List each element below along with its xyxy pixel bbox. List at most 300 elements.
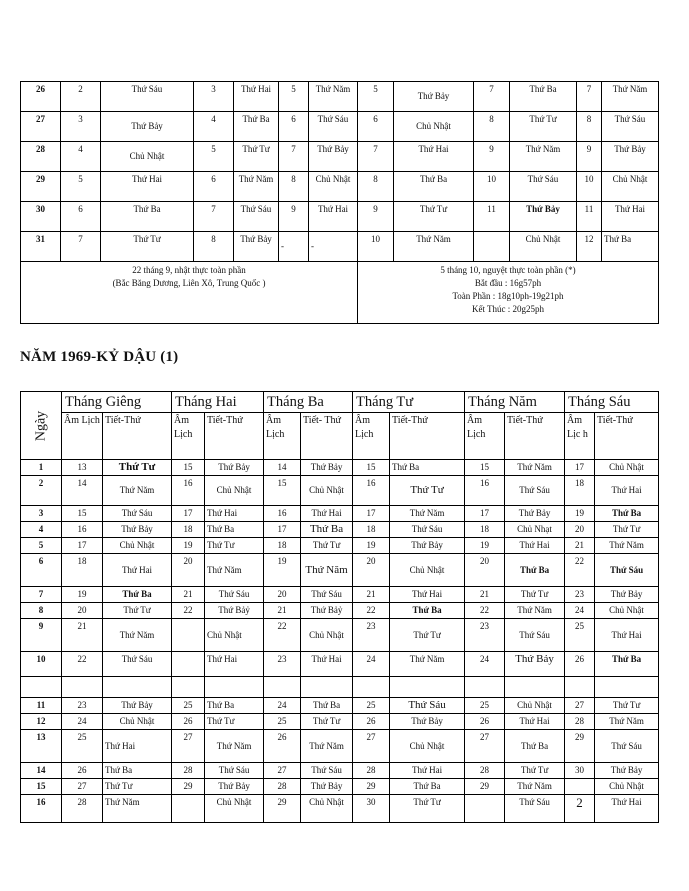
lunar-day: 21 (353, 587, 390, 603)
weekday: Thứ Hai (390, 587, 465, 603)
lunar-day: 17 (172, 506, 205, 522)
weekday: Chủ Nhật (309, 172, 358, 202)
lunar-day: 6 (358, 112, 394, 142)
lunar-day: 4 (61, 142, 101, 172)
weekday: Thứ Năm (103, 795, 172, 823)
weekday: Thứ Năm (390, 506, 465, 522)
empty-cell (390, 677, 465, 698)
lunar-day: 24 (565, 603, 595, 619)
weekday: Thứ Năm (205, 554, 264, 587)
weekday: Thứ Tư (103, 460, 172, 476)
weekday: Chủ Nhật (205, 619, 264, 652)
lunar-header: Âm Lịch (465, 413, 505, 460)
empty-cell (465, 677, 505, 698)
weekday: Thứ Tư (390, 795, 465, 823)
empty-cell (264, 677, 301, 698)
weekday: Thứ Bảy (205, 460, 264, 476)
weekday: Thứ Ba (205, 522, 264, 538)
weekday: Thứ Bảy (394, 82, 474, 112)
lunar-day: 7 (279, 142, 309, 172)
weekday: Thứ Ba (505, 554, 565, 587)
weekday: Thứ Tư (301, 714, 353, 730)
weekday: Chủ Nhạt (505, 522, 565, 538)
weekday: Thứ Năm (595, 538, 659, 554)
month-header: Tháng Năm (465, 392, 565, 413)
table-row (21, 779, 659, 795)
weekday: Thứ Năm (602, 82, 659, 112)
weekday: Thứ Bảy (595, 763, 659, 779)
weekday: Thứ Sáu (103, 506, 172, 522)
lunar-day: 19 (172, 538, 205, 554)
weekday: Thứ Sáu (390, 698, 465, 714)
lunar-day: 29 (353, 779, 390, 795)
weekday: Chủ Nhật (595, 779, 659, 795)
empty-cell (172, 677, 205, 698)
day-number: 8 (21, 603, 62, 619)
lunar-header: Âm Lịch (264, 413, 301, 460)
weekday: Thứ Hai (394, 142, 474, 172)
weekday: Chủ Nhật (510, 232, 577, 262)
weekday: Thứ Sáu (595, 730, 659, 763)
weekday: Thứ Sáu (101, 82, 194, 112)
day-number: 14 (21, 763, 62, 779)
lunar-day: 7 (577, 82, 602, 112)
lunar-day: 21 (565, 538, 595, 554)
lunar-day: 20 (465, 554, 505, 587)
weekday-header: Tiết-Thứ (103, 413, 172, 460)
weekday: Thứ Hai (390, 763, 465, 779)
weekday: Thứ Ba (505, 730, 565, 763)
lunar-day: 15 (172, 460, 205, 476)
lunar-day: 25 (465, 698, 505, 714)
day-number: 30 (21, 202, 61, 232)
lunar-day: 21 (264, 603, 301, 619)
weekday: Thứ Ba (394, 172, 474, 202)
month-header: Tháng Giêng (62, 392, 172, 413)
lunar-day: 25 (353, 698, 390, 714)
lunar-day: 16 (264, 506, 301, 522)
lunar-day: 26 (264, 730, 301, 763)
weekday: Chủ Nhật (394, 112, 474, 142)
weekday-header: Tiết-Thứ (390, 413, 465, 460)
weekday: Chủ Nhật (101, 142, 194, 172)
weekday: Thứ Bảy (390, 538, 465, 554)
lunar-header: Âm Lịch (62, 413, 103, 460)
table-row (21, 506, 659, 522)
weekday: Thứ Sáu (205, 763, 264, 779)
table-row (21, 142, 659, 172)
lunar-day: 27 (565, 698, 595, 714)
weekday: Thứ Hai (505, 538, 565, 554)
note-line: 5 tháng 10, nguyệt thực toàn phần (*) (440, 265, 576, 275)
lunar-day: 25 (264, 714, 301, 730)
day-number: 10 (21, 652, 62, 677)
weekday: Thứ Tư (103, 603, 172, 619)
lunar-day: 6 (194, 172, 234, 202)
dash: - (279, 232, 309, 262)
day-column-header (21, 392, 62, 460)
weekday: Thứ Ba (103, 763, 172, 779)
lunar-day: 22 (264, 619, 301, 652)
lunar-day: 5 (279, 82, 309, 112)
lunar-day: 26 (353, 714, 390, 730)
calendar-continuation-table (20, 81, 659, 324)
lunar-day: 24 (62, 714, 103, 730)
lunar-day: 2 (61, 82, 101, 112)
weekday: Thứ Sáu (309, 112, 358, 142)
lunar-day: 23 (353, 619, 390, 652)
lunar-day: 24 (353, 652, 390, 677)
lunar-day: 18 (264, 538, 301, 554)
weekday: Thứ Bảỷ (301, 603, 353, 619)
weekday: Thứ Ba (510, 82, 577, 112)
month-header: Tháng Tư (353, 392, 465, 413)
weekday: Thứ Hai (602, 202, 659, 232)
lunar-day: 22 (465, 603, 505, 619)
lunar-day (474, 232, 510, 262)
lunar-day: 8 (358, 172, 394, 202)
weekday: Thứ Ba (602, 232, 659, 262)
lunar-day: 29 (465, 779, 505, 795)
lunar-day: 23 (264, 652, 301, 677)
day-number: 31 (21, 232, 61, 262)
lunar-day: 23 (62, 698, 103, 714)
lunar-day: 9 (474, 142, 510, 172)
lunar-header: Âm Lịch (172, 413, 205, 460)
table-row (21, 232, 659, 262)
lunar-day: 13 (62, 460, 103, 476)
lunar-day: 28 (353, 763, 390, 779)
weekday: Thứ Sáu (301, 763, 353, 779)
lunar-day: 29 (172, 779, 205, 795)
lunar-day: 17 (565, 460, 595, 476)
table-row (21, 522, 659, 538)
lunar-day: 27 (172, 730, 205, 763)
lunar-day (172, 795, 205, 823)
weekday: Thứ Ba (301, 522, 353, 538)
weekday: Thứ Bảy (234, 232, 279, 262)
weekday: Thứ Năm (390, 652, 465, 677)
weekday: Thứ Tư (595, 698, 659, 714)
weekday-header: Tiết-Thứ (595, 413, 659, 460)
weekday: Chủ Nhật (505, 698, 565, 714)
weekday: Chủ Nhật (390, 554, 465, 587)
lunar-day: 3 (61, 112, 101, 142)
weekday: Thứ Hai (103, 554, 172, 587)
lunar-day: 27 (353, 730, 390, 763)
weekday: Thứ Bảy (103, 698, 172, 714)
weekday: Thứ Tư (390, 476, 465, 506)
lunar-day: 8 (474, 112, 510, 142)
lunar-day: 18 (565, 476, 595, 506)
lunar-day: 24 (465, 652, 505, 677)
lunar-day: 20 (353, 554, 390, 587)
lunar-day: 20 (172, 554, 205, 587)
calendar-body (21, 460, 659, 823)
weekday: Thứ Sáu (103, 652, 172, 677)
weekday: Thứ Hai (234, 82, 279, 112)
weekday: Thứ Hai (505, 714, 565, 730)
lunar-day: 9 (577, 142, 602, 172)
weekday: Thứ Sáu (602, 112, 659, 142)
day-number: 28 (21, 142, 61, 172)
day-number: 16 (21, 795, 62, 823)
empty-cell (565, 677, 595, 698)
lunar-day: 24 (264, 698, 301, 714)
blank-row (21, 677, 659, 698)
day-number: 1 (21, 460, 62, 476)
lunar-day: 3 (194, 82, 234, 112)
weekday: Thứ Sáu (510, 172, 577, 202)
weekday: Thứ Hai (301, 652, 353, 677)
lunar-day (565, 779, 595, 795)
table-row (21, 587, 659, 603)
lunar-day: 18 (353, 522, 390, 538)
lunar-day: 9 (279, 202, 309, 232)
table-row (21, 202, 659, 232)
lunar-day: 25 (565, 619, 595, 652)
lunar-day: 23 (565, 587, 595, 603)
lunar-day: 28 (172, 763, 205, 779)
lunar-day: 26 (172, 714, 205, 730)
lunar-day: 27 (465, 730, 505, 763)
lunar-day: 18 (172, 522, 205, 538)
weekday: Chủ Nhật (205, 795, 264, 823)
lunar-day: 11 (577, 202, 602, 232)
weekday: Thứ Hai (101, 172, 194, 202)
table-row (21, 538, 659, 554)
weekday: Thứ Ba (103, 587, 172, 603)
weekday: Thứ Năm (505, 603, 565, 619)
lunar-day: 16 (62, 522, 103, 538)
lunar-day: 17 (62, 538, 103, 554)
day-number: 9 (21, 619, 62, 652)
lunar-day: 17 (465, 506, 505, 522)
lunar-day: 5 (358, 82, 394, 112)
table-row (21, 652, 659, 677)
lunar-day: 20 (565, 522, 595, 538)
weekday: Thứ Sáu (505, 476, 565, 506)
lunar-day: 7 (358, 142, 394, 172)
weekday: Thứ Sáu (595, 554, 659, 587)
weekday: Thứ Bảy (301, 460, 353, 476)
weekday: Thứ Hai (205, 652, 264, 677)
lunar-day: 21 (62, 619, 103, 652)
empty-cell (21, 677, 62, 698)
lunar-day: 26 (565, 652, 595, 677)
table-row (21, 112, 659, 142)
lunar-day: 22 (172, 603, 205, 619)
day-number: 2 (21, 476, 62, 506)
lunar-day: 17 (353, 506, 390, 522)
lunar-day: 23 (465, 619, 505, 652)
lunar-day: 30 (353, 795, 390, 823)
lunar-day: 25 (62, 730, 103, 763)
lunar-day: 15 (465, 460, 505, 476)
lunar-day: 8 (279, 172, 309, 202)
lunar-day: 6 (279, 112, 309, 142)
weekday: Thứ Tư (205, 714, 264, 730)
weekday: Thứ Ba (205, 698, 264, 714)
weekday: Thứ Hai (205, 506, 264, 522)
weekday: Thứ Ba (390, 460, 465, 476)
table-row (21, 714, 659, 730)
lunar-day: 2 (565, 795, 595, 823)
lunar-day: 27 (264, 763, 301, 779)
weekday: Chủ Nhật (103, 538, 172, 554)
lunar-day: 19 (62, 587, 103, 603)
weekday: Thứ Hai (301, 506, 353, 522)
day-number: 27 (21, 112, 61, 142)
weekday: Chủ Nhật (301, 476, 353, 506)
weekday: Thứ Bảy (505, 652, 565, 677)
weekday: Thứ Bảy (510, 202, 577, 232)
weekday: Thứ Năm (394, 232, 474, 262)
lunar-day: 12 (577, 232, 602, 262)
lunar-day: 27 (62, 779, 103, 795)
weekday: Thứ Ba (595, 652, 659, 677)
empty-cell (505, 677, 565, 698)
lunar-day: 10 (358, 232, 394, 262)
lunar-day: 26 (465, 714, 505, 730)
weekday: Thứ Bảy (205, 779, 264, 795)
weekday-header: Tiết- Thứ (301, 413, 353, 460)
note-line: Bắt đầu : 16g57ph (474, 278, 542, 288)
day-number: 13 (21, 730, 62, 763)
weekday: Thứ Ba (390, 779, 465, 795)
weekday: Thứ Tư (205, 538, 264, 554)
day-header-label: Ngày (33, 410, 49, 441)
lunar-day: 15 (264, 476, 301, 506)
note-line: Toàn Phần : 18g10ph-19g21ph (452, 291, 564, 301)
weekday: Thứ Sáu (234, 202, 279, 232)
lunar-day: 15 (62, 506, 103, 522)
dash: - (309, 232, 358, 262)
day-number: 3 (21, 506, 62, 522)
day-number: 29 (21, 172, 61, 202)
notes-row (21, 262, 659, 324)
weekday: Thứ Tư (505, 763, 565, 779)
empty-cell (103, 677, 172, 698)
weekday: Chủ Nhật (390, 730, 465, 763)
table-row (21, 763, 659, 779)
lunar-day: 8 (577, 112, 602, 142)
weekday: Thứ Năm (205, 730, 264, 763)
weekday: Chủ Nhật (103, 714, 172, 730)
weekday: Thứ Ba (101, 202, 194, 232)
day-number: 5 (21, 538, 62, 554)
weekday: Thứ Bảỷ (205, 603, 264, 619)
weekday: Thứ Hai (309, 202, 358, 232)
lunar-day: 16 (353, 476, 390, 506)
lunar-day: 28 (465, 763, 505, 779)
lunar-day: 18 (465, 522, 505, 538)
empty-cell (301, 677, 353, 698)
lunar-day: 18 (62, 554, 103, 587)
note-line: Kết Thúc : 20g25ph (471, 304, 545, 314)
lunar-day: 10 (577, 172, 602, 202)
day-number: 12 (21, 714, 62, 730)
lunar-day: 7 (474, 82, 510, 112)
lunar-day: 26 (62, 763, 103, 779)
weekday: Thứ Năm (510, 142, 577, 172)
weekday: Thứ Năm (595, 714, 659, 730)
weekday: Thứ Hai (595, 795, 659, 823)
lunar-day: 21 (172, 587, 205, 603)
weekday: Thứ Tư (234, 142, 279, 172)
table-row (21, 795, 659, 823)
weekday: Thứ Bảy (505, 506, 565, 522)
weekday: Thứ Ba (390, 603, 465, 619)
lunar-day: 19 (264, 554, 301, 587)
lunar-day (172, 619, 205, 652)
lunar-day: 19 (465, 538, 505, 554)
weekday: Thứ Tư (394, 202, 474, 232)
lunar-day: 17 (264, 522, 301, 538)
weekday: Thứ Năm (505, 779, 565, 795)
lunar-day (465, 795, 505, 823)
lunar-day: 7 (61, 232, 101, 262)
lunar-day: 19 (565, 506, 595, 522)
lunar-day: 7 (194, 202, 234, 232)
weekday: Thứ Bảy (101, 112, 194, 142)
weekday: Thứ Sáu (301, 587, 353, 603)
month-header: Tháng Ba (264, 392, 353, 413)
weekday: Thứ Bảy (390, 714, 465, 730)
weekday: Thứ Tư (101, 232, 194, 262)
empty-cell (62, 677, 103, 698)
lunar-day (172, 652, 205, 677)
month-header-row (21, 392, 659, 413)
table-row (21, 476, 659, 506)
weekday-header: Tiết-Thứ (505, 413, 565, 460)
weekday: Thứ Bảy (103, 522, 172, 538)
weekday-header: Tiết-Thứ (205, 413, 264, 460)
lunar-day: 14 (264, 460, 301, 476)
weekday: Thứ Tư (390, 619, 465, 652)
lunar-day: 16 (465, 476, 505, 506)
lunar-day: 28 (62, 795, 103, 823)
weekday: Chủ Nhật (595, 460, 659, 476)
weekday: Thứ Ba (595, 506, 659, 522)
table-row (21, 619, 659, 652)
lunar-day: 4 (194, 112, 234, 142)
lunar-day: 15 (353, 460, 390, 476)
eclipse-note-right (358, 262, 659, 324)
lunar-day: 22 (62, 652, 103, 677)
weekday: Thứ Sáu (505, 795, 565, 823)
day-number: 6 (21, 554, 62, 587)
weekday: Thứ Hai (595, 619, 659, 652)
empty-cell (595, 677, 659, 698)
weekday: Thứ Hai (595, 476, 659, 506)
sub-header-row (21, 413, 659, 460)
day-number: 7 (21, 587, 62, 603)
lunar-day: 20 (264, 587, 301, 603)
weekday: Thứ Năm (309, 82, 358, 112)
month-header: Tháng Sáu (565, 392, 659, 413)
table-row (21, 730, 659, 763)
weekday: Thứ Bảy (301, 779, 353, 795)
weekday: Thứ Năm (234, 172, 279, 202)
lunar-day: 25 (172, 698, 205, 714)
eclipse-note-left (21, 262, 358, 324)
weekday: Thứ Ba (301, 698, 353, 714)
month-header: Tháng Hai (172, 392, 264, 413)
weekday: Thứ Năm (301, 730, 353, 763)
calendar-1969-table (20, 391, 659, 823)
note-line: (Bắc Băng Dương, Liên Xô, Trung Quốc ) (112, 278, 266, 288)
